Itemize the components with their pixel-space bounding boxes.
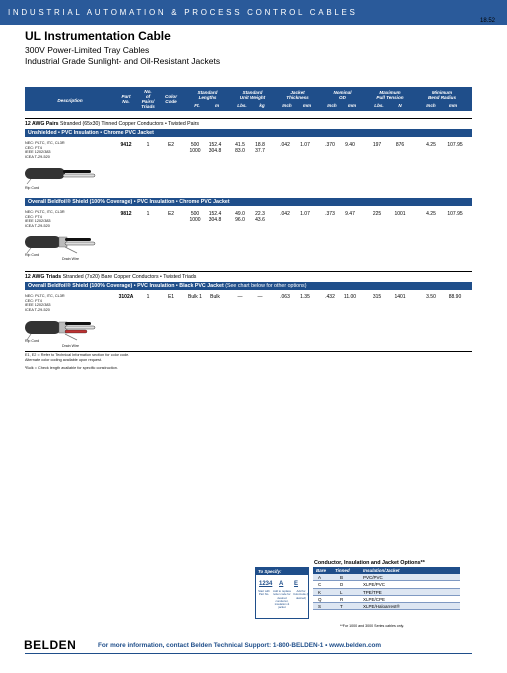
options-note: **For 1000 and 3000 Series cables only. <box>340 624 405 628</box>
cell-weight-lbs: 96.0 <box>235 217 245 223</box>
col-lengths: Standard Lengths <box>197 90 218 101</box>
section-bar-triads: Overall Beldfoil® Shield (100% Coverage) • PVC Insulation • Black PVC Jacket (See chart below for other options) <box>25 282 472 290</box>
caption-drain-wire: Drain Wire <box>62 344 79 348</box>
subtitle-1: 300V Power-Limited Tray Cables <box>25 45 150 55</box>
cell-od-mm: 11.00 <box>343 294 357 300</box>
caption-rip-cord: Rip Cord <box>25 186 40 190</box>
cell-weight-kg: 43.6 <box>255 217 265 223</box>
belden-logo: BELDEN <box>24 638 77 652</box>
cable-drawing-shielded <box>25 231 105 255</box>
caption-drain-wire: Drain Wire <box>62 257 79 261</box>
cell-length-ft: 500 <box>190 211 200 217</box>
cell-jacket-inch: .042 <box>280 142 290 148</box>
unit-inch: Inch <box>282 103 292 108</box>
col-od: Nominal OD <box>333 90 352 101</box>
spec-list: NEC: PLTC, ITC, CL3R CEC: FT4 IEEE 1202/383 ICEA T-29-520 <box>25 210 65 229</box>
cell-length-ft: 1000 <box>189 148 201 154</box>
subtitle-2: Industrial Grade Sunlight- and Oil-Resistant Jackets <box>25 56 221 66</box>
cell-radius-mm: 107.95 <box>447 142 463 148</box>
unit-mm: mm <box>302 103 312 108</box>
group-title-pairs: 12 AWG Pairs Stranded (65x30) Tinned Copper Conductors • Twisted Pairs <box>25 121 199 127</box>
cell-length-ft: 500 <box>190 142 200 148</box>
group-divider <box>25 271 472 272</box>
group-divider <box>25 351 472 352</box>
cell-length-m: Bulk <box>210 294 220 300</box>
cell-color-code: E1 <box>167 294 175 300</box>
cell-weight-lbs: 41.5 <box>235 142 245 148</box>
cell-length-ft: 1000 <box>189 217 201 223</box>
options-table-header: Bare Tinned Insulation/Jacket <box>313 567 460 574</box>
cell-jacket-mm: 1.07 <box>300 211 310 217</box>
options-row: Q R XLPE/CPE <box>313 596 460 603</box>
cell-part-no: 9412 <box>120 142 132 148</box>
cell-radius-inch: 4.25 <box>426 211 436 217</box>
specify-caption: Add to replace letter code for desired conductor, insulation & jacket <box>272 589 292 610</box>
cell-length-m: 152.4 <box>208 142 222 148</box>
options-title: Conductor, Insulation and Jacket Options** <box>314 560 425 566</box>
unit-ft: Ft. <box>194 103 200 108</box>
caption-rip-cord: Rip Cord <box>25 253 40 257</box>
cell-pairs: 1 <box>146 294 150 300</box>
cell-color-code: E2 <box>167 142 175 148</box>
cell-tension-n: 1001 <box>394 211 406 217</box>
cell-tension-lbs: 225 <box>372 211 382 217</box>
cell-jacket-inch: .063 <box>280 294 290 300</box>
cable-drawing-unshielded <box>25 163 105 185</box>
cell-tension-n: 1401 <box>394 294 406 300</box>
spec-list: NEC: PLTC, ITC, CL3R CEC: FT4 IEEE 1202/383 ICEA T-29-520 <box>25 141 65 160</box>
page-number: 18.52 <box>479 18 495 24</box>
cell-weight-kg: 18.8 <box>255 142 265 148</box>
cell-length-m: 304.8 <box>208 148 222 154</box>
unit-kg: kg <box>259 103 265 108</box>
cell-jacket-mm: 1.07 <box>300 142 310 148</box>
page-title: UL Instrumentation Cable <box>25 29 171 43</box>
unit-lbs: Lbs. <box>237 103 247 108</box>
cell-part-no: 9812 <box>120 211 132 217</box>
caption-rip-cord: Rip Cord <box>25 339 40 343</box>
footer-contact: For more information, contact Belden Technical Support: 1-800-BELDEN-1 • www.belden.com <box>98 642 382 649</box>
col-pairs: No. of Pairs/ Triads <box>141 89 155 110</box>
unit-mm: mm <box>347 103 357 108</box>
cell-jacket-mm: 1.35 <box>300 294 310 300</box>
cell-radius-mm: 107.95 <box>447 211 463 217</box>
col-part: Part No. <box>121 94 131 105</box>
cell-pairs: 1 <box>146 211 150 217</box>
col-color: Color Code <box>165 94 177 105</box>
options-row: K L TPE/TPE <box>313 589 460 596</box>
unit-m: m <box>214 103 220 108</box>
cell-weight-kg: 37.7 <box>255 148 265 154</box>
unit-inch: Inch <box>426 103 436 108</box>
cell-od-inch: .373 <box>325 211 335 217</box>
spec-list: NEC: PLTC, ITC, CL3R CEC: FT4 IEEE 1202/383 ICEA T-29-520 <box>25 294 65 313</box>
cell-color-code: E2 <box>167 211 175 217</box>
cell-weight-kg: — <box>257 294 263 300</box>
cell-tension-lbs: 197 <box>372 142 382 148</box>
section-bar-unshielded: Unshielded • PVC Insulation • Chrome PVC Jacket <box>25 129 472 137</box>
cell-length-m: 304.8 <box>208 217 222 223</box>
table-header <box>25 87 472 111</box>
cell-weight-kg: 22.3 <box>255 211 265 217</box>
cell-od-mm: 9.40 <box>345 142 355 148</box>
cell-weight-lbs: 49.0 <box>235 211 245 217</box>
col-jacket: Jacket Thickness <box>286 90 309 101</box>
options-row: S T XLPE/Haloarrest® <box>313 603 460 610</box>
options-row: C D XLPE/PVC <box>313 581 460 588</box>
footnote: Alternate color coding available upon request. <box>25 358 103 362</box>
cell-part-no: 3102A <box>118 294 134 300</box>
footer-rule <box>25 653 472 654</box>
cell-weight-lbs: 83.0 <box>235 148 245 154</box>
specify-caption: Add for Colorcode (if desired) <box>293 589 309 600</box>
col-description: Description <box>57 98 83 103</box>
cell-tension-lbs: 315 <box>372 294 382 300</box>
unit-inch: Inch <box>327 103 337 108</box>
header-title: INDUSTRIAL AUTOMATION & PROCESS CONTROL CABLES <box>8 8 358 17</box>
cell-length-ft: Bulk 1 <box>188 294 202 300</box>
to-specify-box <box>255 567 309 619</box>
cell-pairs: 1 <box>146 142 150 148</box>
cell-radius-mm: 88.90 <box>448 294 462 300</box>
specify-letter-code: A <box>279 581 284 587</box>
footnote: E1, E2 = Refer to Technical Information section for color code. <box>25 353 130 357</box>
cell-weight-lbs: — <box>237 294 243 300</box>
cell-radius-inch: 3.50 <box>426 294 436 300</box>
col-tension: Maximum Pull Tension <box>376 90 404 101</box>
to-specify-title: To Specify: <box>256 568 308 575</box>
specify-caption: Start with Part No. <box>258 589 270 597</box>
section-bar-shielded: Overall Beldfoil® Shield (100% Coverage) • PVC Insulation • Chrome PVC Jacket <box>25 198 472 206</box>
footnote: ¹Bulk = Check length available for specific construction. <box>25 366 118 370</box>
specify-color-code: E <box>294 581 299 587</box>
group-title-triads: 12 AWG Triads Stranded (7x20) Bare Copper Conductors • Twisted Triads <box>25 274 197 280</box>
cell-length-m: 152.4 <box>208 211 222 217</box>
specify-part-code: 1234 <box>259 581 273 587</box>
options-row: A B PVC/PVC <box>313 574 460 581</box>
col-weight: Standard Unit Weight <box>239 90 266 101</box>
unit-mm: mm <box>448 103 458 108</box>
cell-od-mm: 9.47 <box>345 211 355 217</box>
cell-radius-inch: 4.25 <box>426 142 436 148</box>
cell-od-inch: .370 <box>325 142 335 148</box>
options-table <box>313 567 460 610</box>
unit-n: N <box>398 103 402 108</box>
group-divider <box>25 118 472 119</box>
cell-tension-n: 876 <box>395 142 405 148</box>
unit-lbs: Lbs. <box>374 103 384 108</box>
cell-jacket-inch: .042 <box>280 211 290 217</box>
col-radius: Minimum Bend Radius <box>427 90 457 101</box>
cell-od-inch: .432 <box>325 294 335 300</box>
